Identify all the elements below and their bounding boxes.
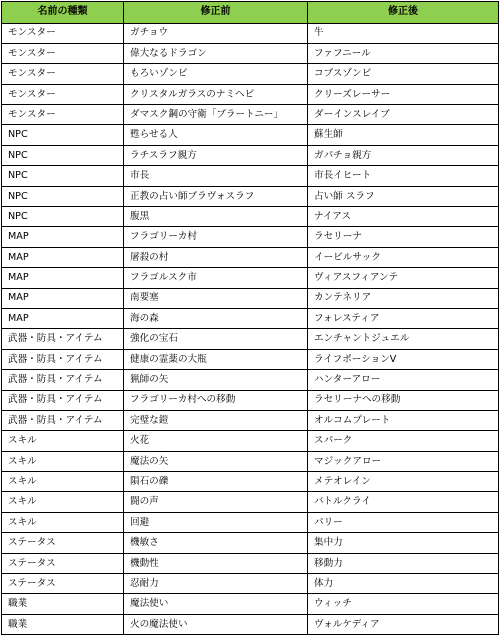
cell-name-type: MAP [2,308,124,328]
cell-before: ガチョウ [124,23,308,43]
cell-after: エンチャントジュエル [308,329,499,349]
cell-after: ガパチョ親方 [308,145,499,165]
table-row [2,166,499,186]
cell-after: 蘇生師 [308,125,499,145]
table-row [2,614,499,634]
cell-name-type: MAP [2,227,124,247]
cell-name-type: ステータス [2,553,124,573]
cell-before: 屠殺の村 [124,247,308,267]
table-row [2,64,499,84]
cell-before: 魔法使い [124,594,308,614]
table-row [2,23,499,43]
cell-before: フラゴリーカ村 [124,227,308,247]
table-row [2,43,499,63]
cell-before: 機動性 [124,553,308,573]
cell-after: ダーインスレイブ [308,105,499,125]
table-row [2,268,499,288]
header-before: 修正前 [124,2,308,24]
cell-after: ファフニール [308,43,499,63]
cell-name-type: 職業 [2,594,124,614]
cell-before: 甦らせる人 [124,125,308,145]
cell-name-type: 武器・防具・アイテム [2,329,124,349]
cell-before: クリスタルガラスのナミヘビ [124,84,308,104]
header-row [2,2,499,24]
cell-name-type: ステータス [2,574,124,594]
cell-after: バトルクライ [308,492,499,512]
cell-name-type: スキル [2,472,124,492]
cell-after: メテオレイン [308,472,499,492]
cell-name-type: NPC [2,186,124,206]
cell-after: マジックアロー [308,451,499,471]
cell-before: 猟師の矢 [124,370,308,390]
cell-after: イービルサック [308,247,499,267]
cell-before: 闘の声 [124,492,308,512]
cell-before: 隕石の礫 [124,472,308,492]
cell-name-type: NPC [2,145,124,165]
cell-before: もろいゾンビ [124,64,308,84]
cell-before: 腹黒 [124,207,308,227]
table-row [2,329,499,349]
cell-before: 火の魔法使い [124,614,308,634]
table-row [2,431,499,451]
table-row [2,105,499,125]
cell-before: ダマスク鋼の守衛「ブラートニー」 [124,105,308,125]
cell-name-type: NPC [2,125,124,145]
cell-after: 占い師 スラフ [308,186,499,206]
table-row [2,84,499,104]
table-row [2,410,499,430]
table-row [2,492,499,512]
cell-before: ラチスラフ親方 [124,145,308,165]
cell-name-type: スキル [2,512,124,532]
cell-name-type: モンスター [2,84,124,104]
cell-after: ヴィアスフィアンテ [308,268,499,288]
cell-after: 体力 [308,574,499,594]
header-name-type: 名前の種類 [2,2,124,24]
cell-after: ハンターアロー [308,370,499,390]
cell-name-type: 武器・防具・アイテム [2,410,124,430]
cell-after: 市長イヒート [308,166,499,186]
table-row [2,207,499,227]
table-row [2,145,499,165]
cell-after: 牛 [308,23,499,43]
cell-name-type: モンスター [2,43,124,63]
cell-name-type: スキル [2,431,124,451]
table-row [2,512,499,532]
cell-before: 強化の宝石 [124,329,308,349]
cell-before: 海の森 [124,308,308,328]
table-row [2,574,499,594]
cell-before: 機敏さ [124,533,308,553]
cell-after: フォレスティア [308,308,499,328]
cell-after: ヴォルケディア [308,614,499,634]
cell-before: 南要塞 [124,288,308,308]
table-row [2,247,499,267]
cell-after: ラセリーナ [308,227,499,247]
cell-after: ナイアス [308,207,499,227]
cell-after: ウィッチ [308,594,499,614]
cell-before: 完璧な鎧 [124,410,308,430]
cell-before: 回避 [124,512,308,532]
cell-name-type: 武器・防具・アイテム [2,370,124,390]
cell-after: コブスゾンビ [308,64,499,84]
cell-before: 市長 [124,166,308,186]
table-row [2,533,499,553]
cell-name-type: 武器・防具・アイテム [2,349,124,369]
cell-name-type: NPC [2,166,124,186]
cell-name-type: モンスター [2,105,124,125]
cell-before: 正教の占い師ブラヴォスラフ [124,186,308,206]
cell-after: ラセリーナへの移動 [308,390,499,410]
cell-before: フラゴリーカ村への移動 [124,390,308,410]
cell-after: スパーク [308,431,499,451]
table-row [2,594,499,614]
cell-name-type: NPC [2,207,124,227]
cell-after: カンテネリア [308,288,499,308]
cell-name-type: ステータス [2,533,124,553]
cell-before: 忍耐力 [124,574,308,594]
table-row [2,349,499,369]
cell-before: 火花 [124,431,308,451]
cell-name-type: スキル [2,492,124,512]
table-row [2,227,499,247]
table-row [2,308,499,328]
cell-before: 健康の霊薬の大瓶 [124,349,308,369]
cell-before: 偉大なるドラゴン [124,43,308,63]
cell-name-type: 職業 [2,614,124,634]
cell-after: 集中力 [308,533,499,553]
cell-name-type: モンスター [2,64,124,84]
cell-name-type: モンスター [2,23,124,43]
table-row [2,186,499,206]
table-row [2,553,499,573]
table-row [2,472,499,492]
cell-before: 魔法の矢 [124,451,308,471]
cell-name-type: MAP [2,247,124,267]
cell-after: 移動力 [308,553,499,573]
name-change-table [1,1,499,635]
cell-before: フラゴルスク市 [124,268,308,288]
table-row [2,451,499,471]
table-row [2,125,499,145]
table-row [2,288,499,308]
cell-after: クリーズレーサー [308,84,499,104]
table-row [2,370,499,390]
cell-name-type: MAP [2,288,124,308]
cell-after: ライフポーションV [308,349,499,369]
cell-name-type: 武器・防具・アイテム [2,390,124,410]
cell-after: オルコムプレート [308,410,499,430]
header-after: 修正後 [308,2,499,24]
cell-name-type: スキル [2,451,124,471]
cell-name-type: MAP [2,268,124,288]
cell-after: パリー [308,512,499,532]
table-row [2,390,499,410]
